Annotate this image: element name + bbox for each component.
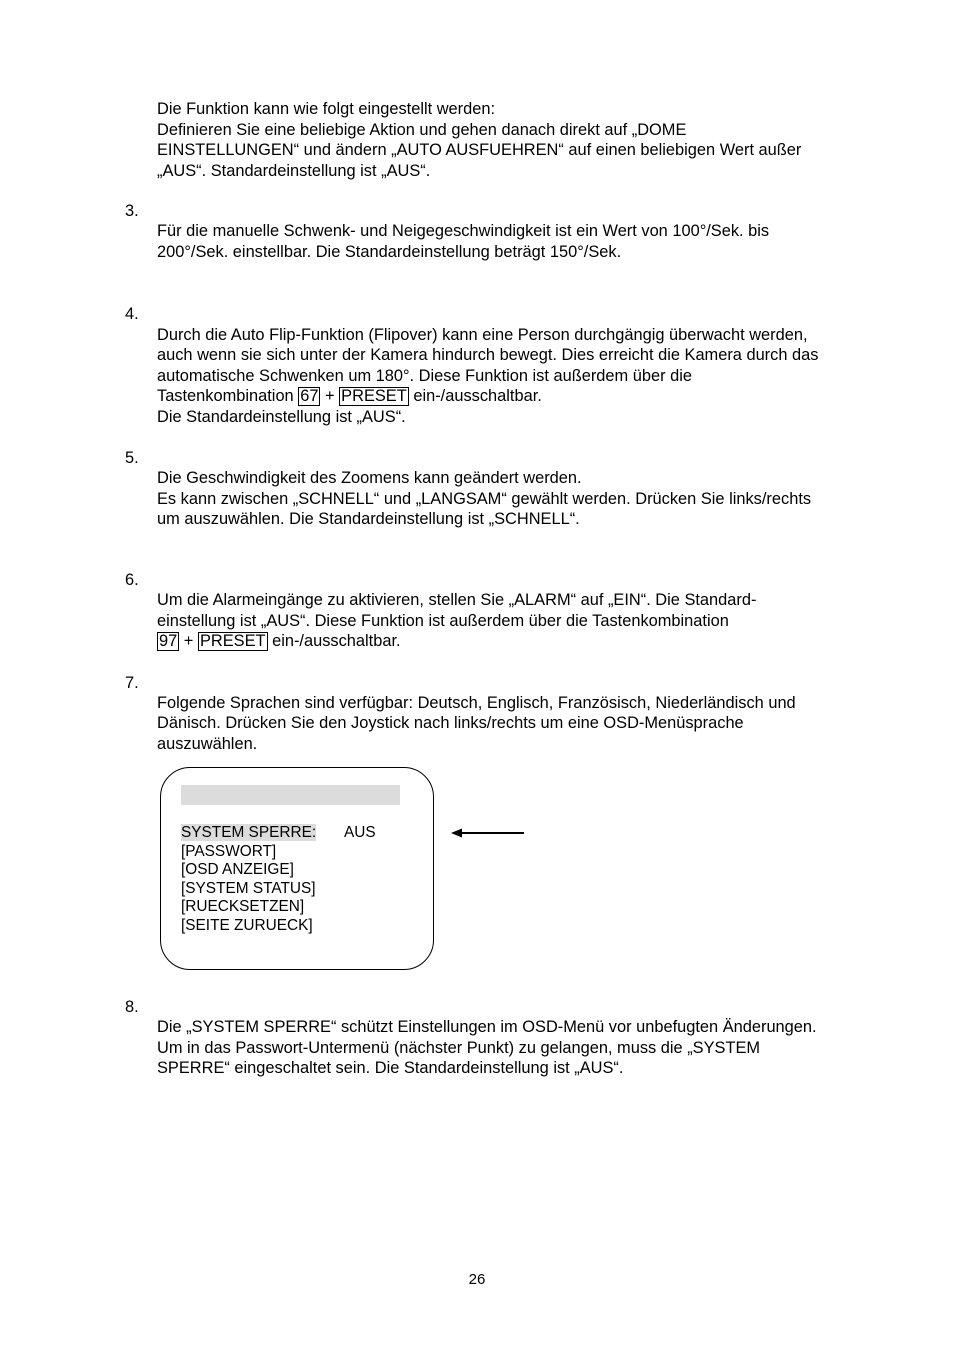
text-line: Dänisch. Drücken Sie den Joystick nach links/rechts um eine OSD-Menüsprache — [157, 714, 744, 732]
osd-selected-value: AUS — [344, 824, 376, 841]
page-number: 26 — [468, 1271, 486, 1288]
text-line: Die „SYSTEM SPERRE“ schützt Einstellungen im OSD-Menü vor unbefugten Änderungen. — [157, 1018, 817, 1036]
text-line: „AUS“. Standardeinstellung ist „AUS“. — [157, 162, 431, 180]
key-67-box: 67 — [300, 387, 319, 405]
combo-suffix: ein-/ausschaltbar. — [413, 387, 542, 405]
pointer-arrow-icon — [450, 826, 525, 840]
combo-suffix: ein-/ausschaltbar. — [272, 632, 401, 650]
text-line: Es kann zwischen „SCHNELL“ und „LANGSAM“ gewählt werden. Drücken Sie links/rechts — [157, 490, 812, 508]
text-line: EINSTELLUNGEN“ und ändern „AUTO AUSFUEHREN“ auf einen beliebigen Wert außer — [157, 141, 802, 159]
section-number: 6. — [125, 571, 139, 589]
text-line: auszuwählen. — [157, 735, 258, 753]
osd-item: [PASSWORT] — [181, 843, 277, 860]
section-number: 3. — [125, 202, 139, 220]
osd-item: [SEITE ZURUECK] — [181, 917, 313, 934]
osd-title-bar — [181, 785, 400, 805]
text-line: 200°/Sek. einstellbar. Die Standardeinstellung beträgt 150°/Sek. — [157, 243, 622, 261]
plus-sign: + — [183, 632, 194, 650]
osd-item: [OSD ANZEIGE] — [181, 861, 294, 878]
text-line: Die Standardeinstellung ist „AUS“. — [157, 408, 406, 426]
text-line: um auszuwählen. Die Standardeinstellung ist „SCHNELL“. — [157, 510, 580, 528]
text-line: Durch die Auto Flip-Funktion (Flipover) kann eine Person durchgängig überwacht werden, — [157, 326, 808, 344]
text-line: Für die manuelle Schwenk- und Neigegeschwindigkeit ist ein Wert von 100°/Sek. bis — [157, 222, 770, 240]
text-line: Die Geschwindigkeit des Zoomens kann geändert werden. — [157, 469, 582, 487]
text-line: auch wenn sie sich unter der Kamera hindurch bewegt. Dies erreicht die Kamera durch das — [157, 346, 819, 364]
text-line: Um die Alarmeingänge zu aktivieren, stellen Sie „ALARM“ auf „EIN“. Die Standard- — [157, 591, 757, 609]
osd-item-system-sperre — [181, 824, 316, 842]
section-number: 4. — [125, 305, 139, 323]
key-97-box: 97 — [159, 632, 178, 650]
section-number: 8. — [125, 998, 139, 1016]
plus-sign: + — [325, 387, 335, 405]
osd-item: [RUECKSETZEN] — [181, 898, 305, 915]
text-line: Die Funktion kann wie folgt eingestellt werden: — [157, 100, 496, 118]
text-line: SPERRE“ eingeschaltet sein. Die Standardeinstellung ist „AUS“. — [157, 1059, 624, 1077]
key-preset-box: PRESET — [341, 387, 407, 405]
osd-selected-label: SYSTEM SPERRE: — [181, 824, 317, 841]
combo-prefix: Tastenkombination — [157, 387, 294, 405]
key-combination-line — [157, 386, 542, 407]
key-combination-line — [157, 631, 401, 652]
text-line: einstellung ist „AUS“. Diese Funktion ist außerdem über die Tastenkombination — [157, 612, 729, 630]
text-line: Um in das Passwort-Untermenü (nächster Punkt) zu gelangen, muss die „SYSTEM — [157, 1039, 761, 1057]
key-preset-box: PRESET — [199, 632, 266, 650]
section-number: 5. — [125, 449, 139, 467]
section-number: 7. — [125, 674, 139, 692]
osd-item: [SYSTEM STATUS] — [181, 880, 316, 897]
text-line: automatische Schwenken um 180°. Diese Funktion ist außerdem über die — [157, 367, 692, 385]
text-line: Folgende Sprachen sind verfügbar: Deutsch, Englisch, Französisch, Niederländisch und — [157, 694, 796, 712]
text-line: Definieren Sie eine beliebige Aktion und gehen danach direkt auf „DOME — [157, 121, 687, 139]
